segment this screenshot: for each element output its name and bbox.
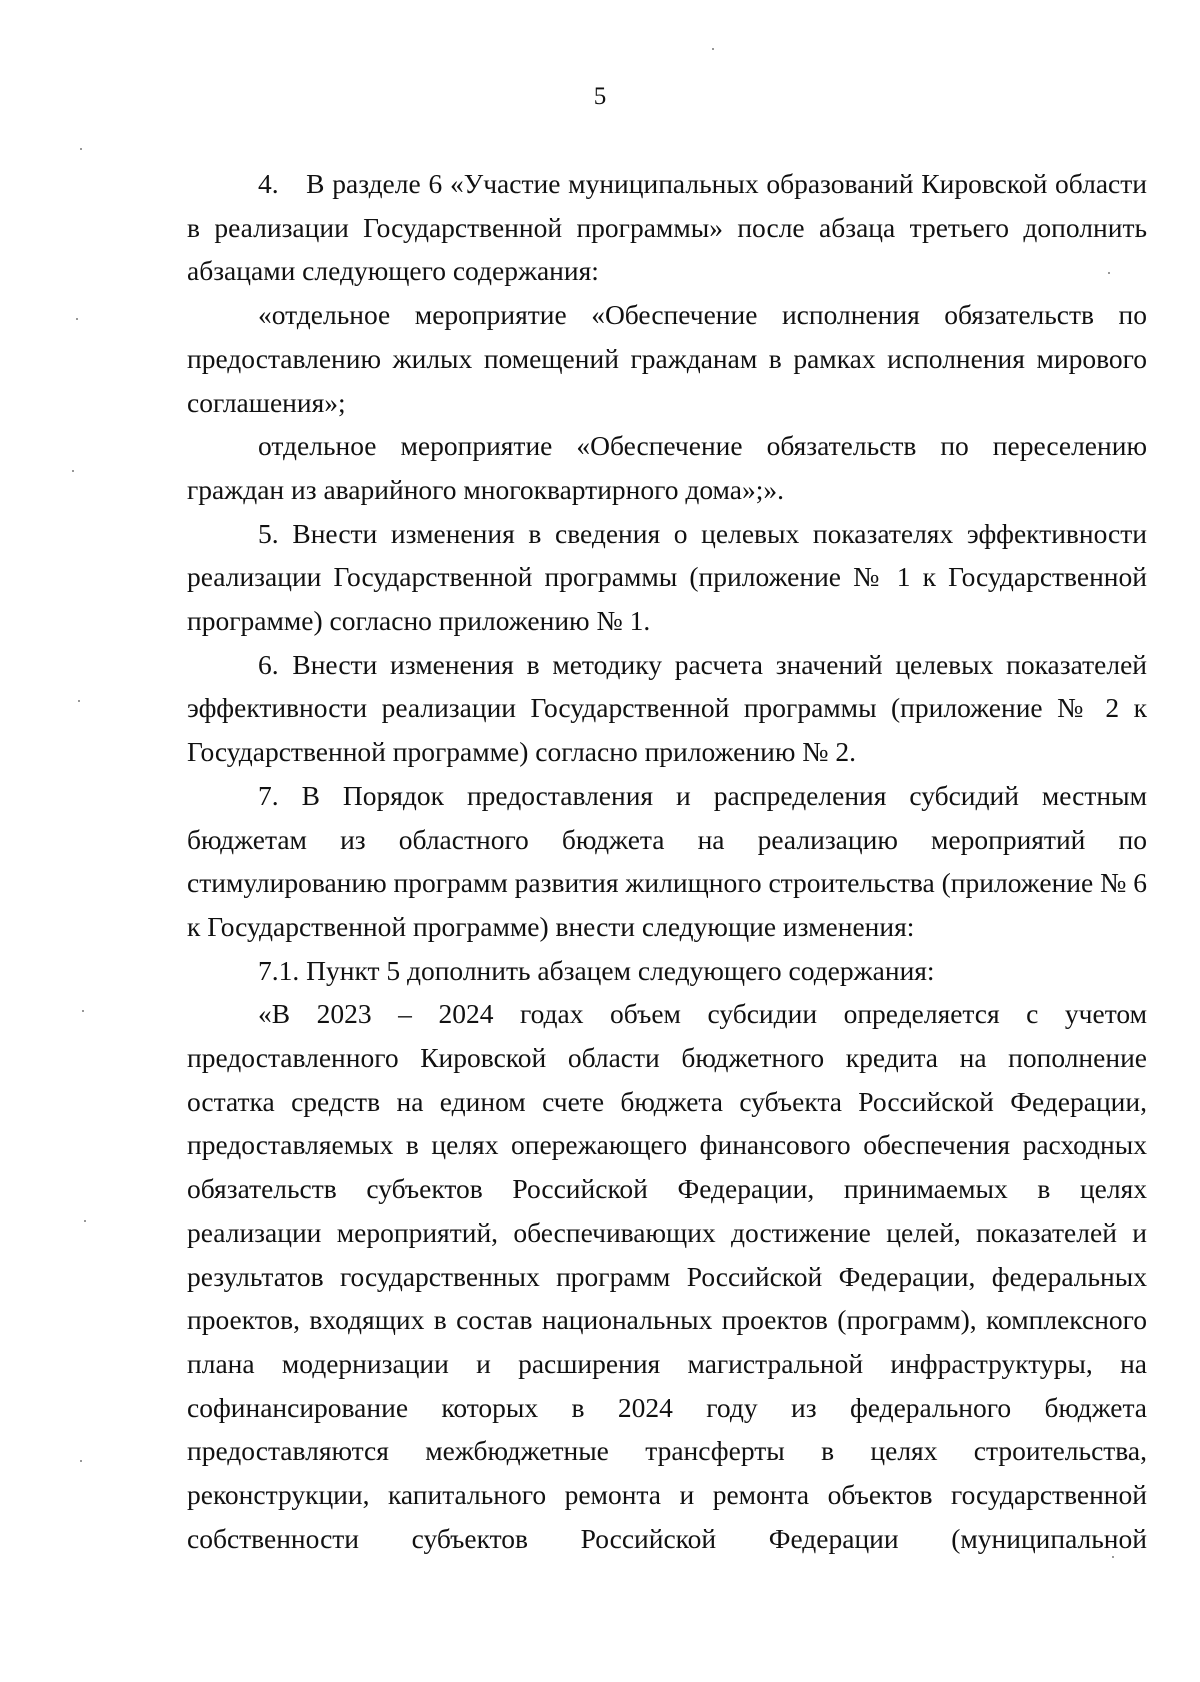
scan-speck	[712, 48, 714, 50]
scan-speck	[1108, 272, 1110, 274]
scan-speck	[78, 700, 80, 702]
scan-speck	[84, 1220, 86, 1222]
scan-speck	[76, 318, 78, 320]
page-number: 5	[593, 83, 607, 110]
paragraph-quote-measure-2: отдельное мероприятие «Обеспечение обязательств по переселению граждан из аварийного многоквартирного дома»;».	[187, 430, 1147, 505]
paragraph-item-4: 4. В разделе 6 «Участие муниципальных образований Кировской области в реализации Государственной программы» после абзаца третьего дополнить абзацами следующего содержания:	[187, 168, 1147, 287]
paragraph-item-5: 5. Внести изменения в сведения о целевых показателях эффективности реализации Государственной программы (приложение № 1 к Государственной программе) согласно приложению № 1.	[187, 517, 1147, 637]
paragraph-item-7: 7. В Порядок предоставления и распределения субсидий местным бюджетам из областного бюджета на реализацию мероприятий по стимулированию программ развития жилищного строительства (приложение № 6 к Государственной программе) внести следующие изменения:	[187, 779, 1147, 942]
scan-speck	[1112, 1556, 1114, 1558]
paragraph-item-7-1: 7.1. Пункт 5 дополнить абзацем следующего содержания:	[258, 954, 935, 986]
scan-speck	[72, 470, 74, 472]
document-body	[187, 162, 1147, 1561]
paragraph-item-6: 6. Внести изменения в методику расчета значений целевых показателей эффективности реализации Государственной программы (приложение № 2 к Государственной программе) согласно приложению № 2.	[187, 648, 1147, 768]
scan-speck	[80, 1460, 82, 1462]
paragraph-quote-subsidy: «В 2023 – 2024 годах объем субсидии определяется с учетом предоставленного Кировской области бюджетного кредита на пополнение остатка средств на едином счете бюджета субъекта Российской Федерации, предоставляемых в целях опережающего финансового обеспечения расходных обязательств субъектов Российской Федерации, принимаемых в целях реализации мероприятий, обеспечивающих достижение целей, показателей и результатов государственных программ Российской Федерации, федеральных проектов, входящих в состав национальных проектов (программ), комплексного плана модернизации и расширения магистральной инфраструктуры, на софинансирование которых в 2024 году из федерального бюджета предоставляются межбюджетные трансферты в целях строительства, реконструкции, капитального ремонта и ремонта объектов государственной собственности субъектов Российской Федерации (муниципальной	[187, 998, 1147, 1554]
scan-speck	[82, 1010, 84, 1012]
paragraph-quote-measure-1: «отдельное мероприятие «Обеспечение исполнения обязательств по предоставлению жилых помещений гражданам в рамках исполнения мирового соглашения»;	[187, 299, 1147, 418]
scan-speck	[80, 148, 82, 150]
